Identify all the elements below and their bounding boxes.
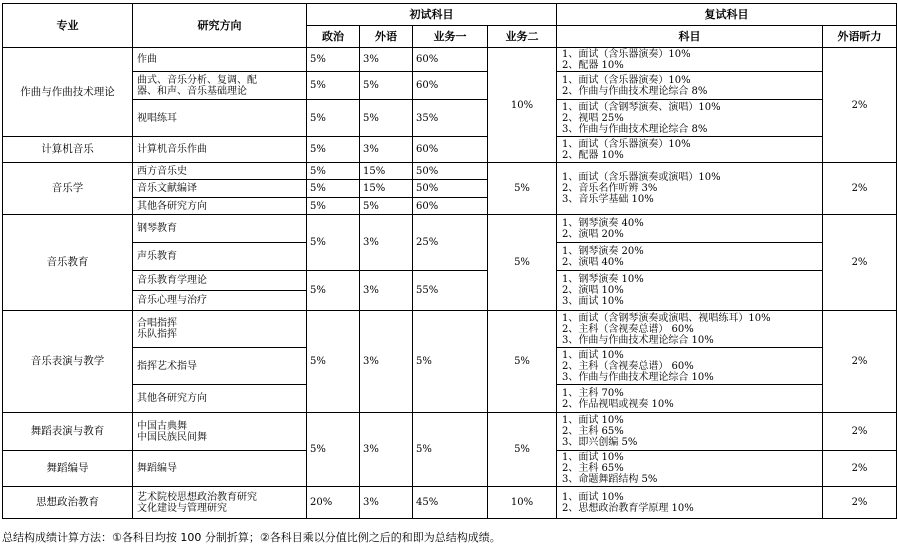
direction-line: 艺术院校思想政治教育研究 (137, 491, 257, 503)
table-row (3, 271, 897, 291)
foreign-cell: 5% (360, 100, 413, 137)
course2-cell: 10% (488, 48, 557, 163)
table-row (3, 163, 897, 180)
major-cell: 作曲与作曲技术理论 (3, 48, 133, 137)
course1-cell: 50% (413, 180, 488, 198)
score-table-wrapper (2, 3, 896, 519)
course2-cell: 5% (488, 215, 557, 311)
direction-cell: 音乐教育学理论 (133, 271, 307, 291)
course2-cell: 5% (488, 413, 557, 487)
retest-item: 3、命题舞蹈结构 5% (562, 474, 658, 485)
direction-cell (133, 311, 307, 348)
politics-cell: 20% (307, 487, 360, 519)
table-row (3, 413, 897, 451)
course2-cell: 10% (488, 487, 557, 519)
header-retest: 复试科目 (557, 4, 897, 26)
direction-cell: 计算机音乐作曲 (133, 137, 307, 163)
retest-item: 2、配器 10% (562, 59, 624, 71)
direction-cell: 钢琴教育 (133, 215, 307, 243)
retest-cell (557, 487, 823, 519)
foreign-cell: 3% (360, 137, 413, 163)
direction-line: 中国古典舞 (137, 420, 187, 432)
major-cell: 计算机音乐 (3, 137, 133, 163)
table-row (3, 311, 897, 348)
direction-line: 合唱指挥 (137, 318, 177, 329)
retest-item: 1、面试（含乐器演奏或演唱）10% (562, 172, 721, 183)
retest-item: 3、作曲与作曲技术理论综合 10% (562, 334, 714, 346)
major-cell: 音乐教育 (3, 215, 133, 311)
retest-item: 3、面试 10% (562, 296, 624, 307)
direction-cell: 音乐文献编译 (133, 180, 307, 198)
major-cell: 舞蹈编导 (3, 451, 133, 487)
course1-cell: 5% (413, 311, 488, 413)
retest-item: 1、主科 70% (562, 387, 624, 399)
foreign-cell: 15% (360, 180, 413, 198)
listening-cell: 2% (823, 311, 897, 413)
retest-item: 1、面试（含钢琴演奏、演唱）10% (562, 101, 721, 113)
header-foreign: 外语 (360, 26, 413, 48)
header-direction: 研究方向 (133, 4, 307, 48)
retest-cell (557, 72, 823, 100)
retest-item: 1、面试 10% (562, 452, 624, 463)
retest-item: 2、主科 65% (562, 463, 624, 474)
retest-cell (557, 413, 823, 451)
table-row (3, 487, 897, 519)
header-major: 专业 (3, 4, 133, 48)
direction-line: 中国民族民间舞 (137, 431, 207, 443)
retest-item: 2、作品视唱或视奏 10% (562, 398, 674, 410)
header-course2: 业务二 (488, 26, 557, 48)
table-row (3, 100, 897, 137)
retest-cell (557, 311, 823, 348)
retest-item: 2、视唱 25% (562, 112, 624, 124)
course1-cell: 60% (413, 198, 488, 215)
retest-cell (557, 48, 823, 72)
retest-item: 2、主科（含视奏总谱） 60% (562, 323, 694, 335)
course1-cell: 50% (413, 163, 488, 180)
foreign-cell: 3% (360, 487, 413, 519)
foreign-cell: 5% (360, 198, 413, 215)
retest-item: 1、面试 10% (562, 491, 624, 503)
table-row (3, 72, 897, 100)
retest-item: 2、作曲与作曲技术理论综合 8% (562, 85, 708, 97)
header-course1: 业务一 (413, 26, 488, 48)
foreign-cell: 3% (360, 215, 413, 271)
retest-item: 1、钢琴演奏 40% (562, 217, 644, 229)
politics-cell: 5% (307, 215, 360, 271)
retest-item: 1、钢琴演奏 10% (562, 274, 644, 285)
retest-cell (557, 271, 823, 311)
politics-cell: 5% (307, 311, 360, 413)
listening-cell: 2% (823, 163, 897, 215)
retest-item: 3、音乐学基础 10% (562, 194, 654, 205)
retest-item: 2、音乐名作听辨 3% (562, 183, 658, 194)
table-row (3, 137, 897, 163)
direction-cell: 作曲 (133, 48, 307, 72)
retest-item: 1、面试（含乐器演奏）10% (562, 48, 691, 60)
header-subjects: 科目 (557, 26, 823, 48)
direction-line: 乐队指挥 (137, 329, 177, 340)
retest-cell (557, 137, 823, 163)
politics-cell: 5% (307, 271, 360, 311)
retest-item: 2、演唱 40% (562, 256, 624, 268)
listening-cell: 2% (823, 487, 897, 519)
retest-item: 1、面试 10% (562, 415, 624, 426)
direction-cell: 其他各研究方向 (133, 198, 307, 215)
retest-item: 1、面试（含钢琴演奏或演唱、视唱练耳）10% (562, 312, 771, 324)
retest-cell (557, 100, 823, 137)
listening-cell: 2% (823, 413, 897, 451)
course1-cell: 60% (413, 72, 488, 100)
retest-item: 1、面试 10% (562, 349, 624, 361)
retest-item: 1、面试（含乐器演奏）10% (562, 138, 691, 150)
table-row (3, 215, 897, 243)
retest-cell (557, 243, 823, 271)
course2-cell: 5% (488, 163, 557, 215)
politics-cell: 5% (307, 198, 360, 215)
retest-item: 3、作曲与作曲技术理论综合 10% (562, 371, 714, 383)
foreign-cell: 3% (360, 413, 413, 487)
foreign-cell: 15% (360, 163, 413, 180)
retest-item: 2、主科 65% (562, 426, 624, 437)
retest-item: 3、作曲与作曲技术理论综合 8% (562, 123, 708, 135)
course1-cell: 45% (413, 487, 488, 519)
direction-cell: 视唱练耳 (133, 100, 307, 137)
retest-cell (557, 451, 823, 487)
foreign-cell: 3% (360, 271, 413, 311)
politics-cell: 5% (307, 100, 360, 137)
direction-line: 曲式、音乐分析、复调、配 (137, 74, 257, 86)
politics-cell: 5% (307, 72, 360, 100)
direction-line: 器、和声、音乐基础理论 (137, 85, 247, 97)
retest-item: 1、钢琴演奏 20% (562, 245, 644, 257)
retest-item: 2、配器 10% (562, 149, 624, 161)
listening-cell: 2% (823, 451, 897, 487)
footnote: 总结构成绩计算方法：①各科目均按 100 分制折算；②各科目乘以分值比例之后的和即为总结构成绩。 (2, 531, 501, 544)
header-first-exam: 初试科目 (307, 4, 557, 26)
direction-cell: 舞蹈编导 (133, 451, 307, 487)
politics-cell: 5% (307, 48, 360, 72)
politics-cell: 5% (307, 180, 360, 198)
direction-cell (133, 487, 307, 519)
course1-cell: 5% (413, 413, 488, 487)
direction-line: 文化建设与管理研究 (137, 502, 227, 514)
foreign-cell: 3% (360, 48, 413, 72)
retest-cell (557, 163, 823, 215)
course1-cell: 25% (413, 215, 488, 271)
course1-cell: 55% (413, 271, 488, 311)
retest-item: 2、演唱 10% (562, 285, 624, 296)
direction-cell: 指挥艺术指导 (133, 348, 307, 385)
direction-cell (133, 72, 307, 100)
major-cell: 音乐表演与教学 (3, 311, 133, 413)
retest-item: 2、演唱 20% (562, 228, 624, 240)
header-listening: 外语听力 (823, 26, 897, 48)
listening-cell: 2% (823, 215, 897, 311)
politics-cell: 5% (307, 163, 360, 180)
direction-cell: 其他各研究方向 (133, 385, 307, 413)
direction-cell: 声乐教育 (133, 243, 307, 271)
exam-score-table (2, 3, 897, 519)
retest-cell (557, 385, 823, 413)
table-row (3, 48, 897, 72)
politics-cell: 5% (307, 413, 360, 487)
retest-item: 3、即兴创编 5% (562, 437, 638, 448)
course1-cell: 60% (413, 48, 488, 72)
retest-item: 2、思想政治教育学原理 10% (562, 502, 694, 514)
major-cell: 思想政治教育 (3, 487, 133, 519)
direction-cell: 西方音乐史 (133, 163, 307, 180)
major-cell: 音乐学 (3, 163, 133, 215)
header-politics: 政治 (307, 26, 360, 48)
direction-cell: 音乐心理与治疗 (133, 291, 307, 311)
major-cell: 舞蹈表演与教育 (3, 413, 133, 451)
retest-cell (557, 348, 823, 385)
retest-item: 1、面试（含乐器演奏）10% (562, 74, 691, 86)
retest-item: 2、主科（含视奏总谱） 60% (562, 360, 694, 372)
direction-cell (133, 413, 307, 451)
foreign-cell: 3% (360, 311, 413, 413)
politics-cell: 5% (307, 137, 360, 163)
course1-cell: 60% (413, 137, 488, 163)
retest-cell (557, 215, 823, 243)
course2-cell: 5% (488, 311, 557, 413)
course1-cell: 35% (413, 100, 488, 137)
listening-cell: 2% (823, 48, 897, 163)
foreign-cell: 5% (360, 72, 413, 100)
